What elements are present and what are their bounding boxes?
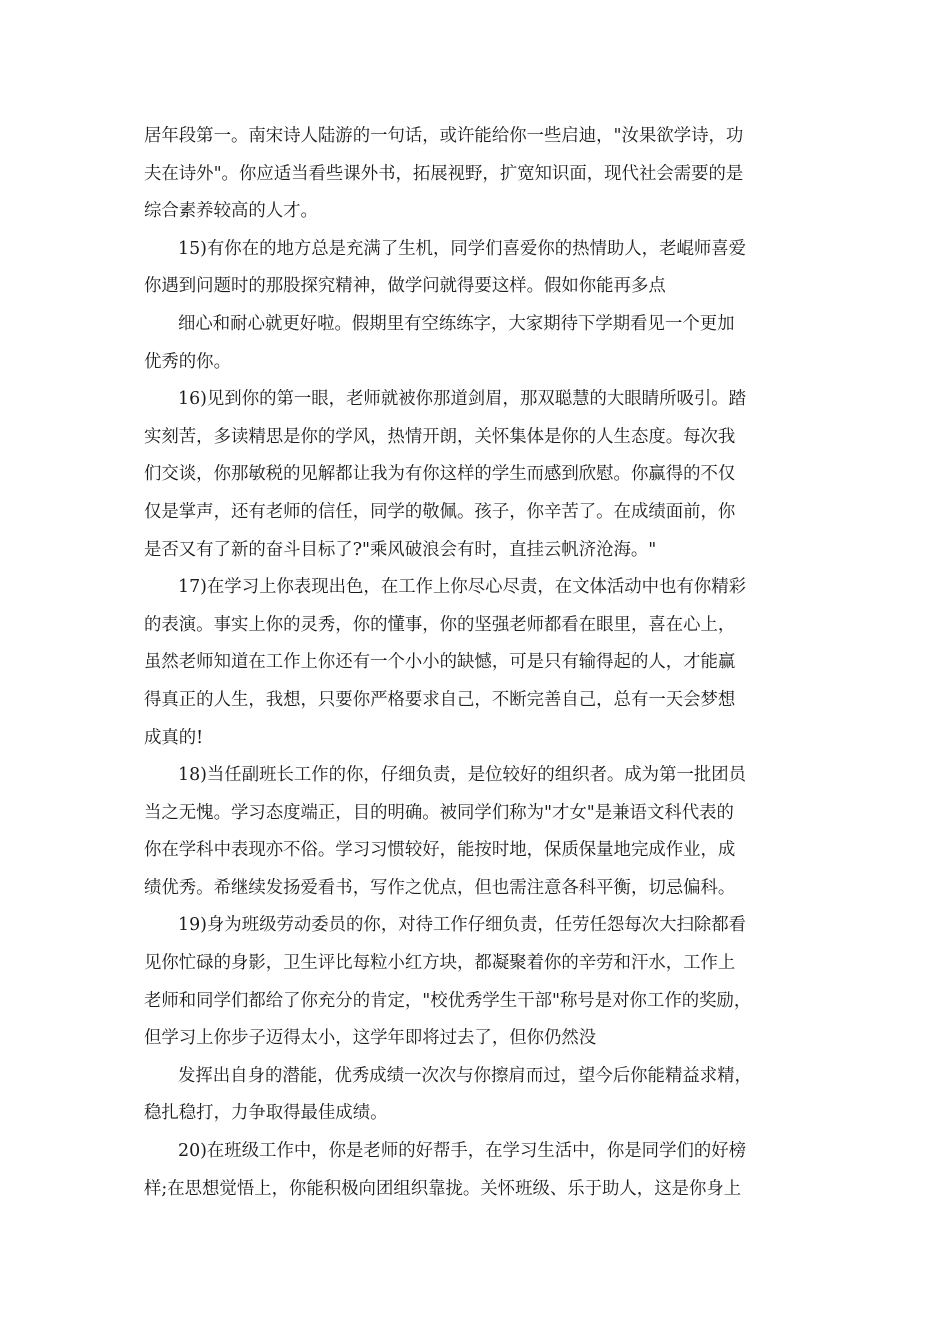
text-line: 稳扎稳打，力争取得最佳成绩。 [144, 1103, 388, 1124]
text-line: 见你忙碌的身影，卫生评比每粒小红方块，都凝聚着你的辛劳和汗水，工作上 [144, 953, 736, 974]
text-line: 是否又有了新的奋斗目标了?"乘风破浪会有时，直挂云帆济沧海。" [144, 539, 657, 560]
text-line: 18)当任副班长工作的你，仔细负责，是位较好的组织者。成为第一批团员 [178, 765, 747, 786]
text-line: 的表演。事实上你的灵秀，你的懂事，你的坚强老师都看在眼里，喜在心上， [144, 614, 736, 635]
text-line: 优秀的你。 [144, 351, 231, 372]
text-line: 老师和同学们都给了你充分的肯定，"校优秀学生干部"称号是对你工作的奖励， [144, 990, 752, 1011]
text-line: 们交谈，你那敏税的见解都让我为有你这样的学生而感到欣慰。你赢得的不仅 [144, 464, 736, 485]
text-line: 样;在思想觉悟上，你能积极向团组织靠拢。关怀班级、乐于助人，这是你身上 [144, 1178, 742, 1199]
text-line: 虽然老师知道在工作上你还有一个小小的缺憾，可是只有输得起的人，才能赢 [144, 652, 736, 673]
document-body [144, 118, 834, 1208]
text-line: 20)在班级工作中，你是老师的好帮手，在学习生活中，你是同学们的好榜 [178, 1141, 747, 1162]
text-line: 19)身为班级劳动委员的你，对待工作仔细负责，任劳任怨每次大扫除都看 [178, 915, 747, 936]
text-line: 夫在诗外"。你应适当看些课外书，拓展视野，扩宽知识面，现代社会需要的是 [144, 163, 744, 184]
text-line: 17)在学习上你表现出色，在工作上你尽心尽责，在文体活动中也有你精彩 [178, 577, 747, 598]
text-line: 得真正的人生，我想，只要你严格要求自己，不断完善自己，总有一天会梦想 [144, 689, 736, 710]
text-line: 细心和耐心就更好啦。假期里有空练练字，大家期待下学期看见一个更加 [178, 313, 735, 334]
text-line: 综合素养较高的人才。 [144, 201, 318, 222]
text-line: 仅是掌声，还有老师的信任，同学的敬佩。孩子，你辛苦了。在成绩面前，你 [144, 501, 736, 522]
text-line: 成真的! [144, 727, 204, 748]
text-line: 实刻苦，多读精思是你的学风，热情开朗，关怀集体是你的人生态度。每次我 [144, 426, 736, 447]
text-line: 居年段第一。南宋诗人陆游的一句话，或许能给你一些启迪，"汝果欲学诗，功 [144, 126, 744, 146]
text-line: 绩优秀。希继续发扬爱看书，写作之优点，但也需注意各科平衡，切忌偏科。 [144, 877, 736, 898]
text-line: 15)有你在的地方总是充满了生机，同学们喜爱你的热情助人，老崐师喜爱 [178, 238, 747, 259]
text-line: 发挥出自身的潜能，优秀成绩一次次与你擦肩而过，望今后你能精益求精， [178, 1065, 752, 1086]
text-line: 当之无愧。学习态度端正，目的明确。被同学们称为"才女"是兼语文科代表的 [144, 802, 734, 823]
text-line: 16)见到你的第一眼，老师就被你那道剑眉，那双聪慧的大眼睛所吸引。踏 [178, 389, 747, 410]
text-line: 你遇到问题时的那股探究精神，做学问就得要这样。假如你能再多点 [144, 276, 666, 297]
text-line: 你在学科中表现亦不俗。学习习惯较好，能按时地，保质保量地完成作业，成 [144, 840, 736, 861]
text-line: 但学习上你步子迈得太小，这学年即将过去了，但你仍然没 [144, 1028, 597, 1049]
